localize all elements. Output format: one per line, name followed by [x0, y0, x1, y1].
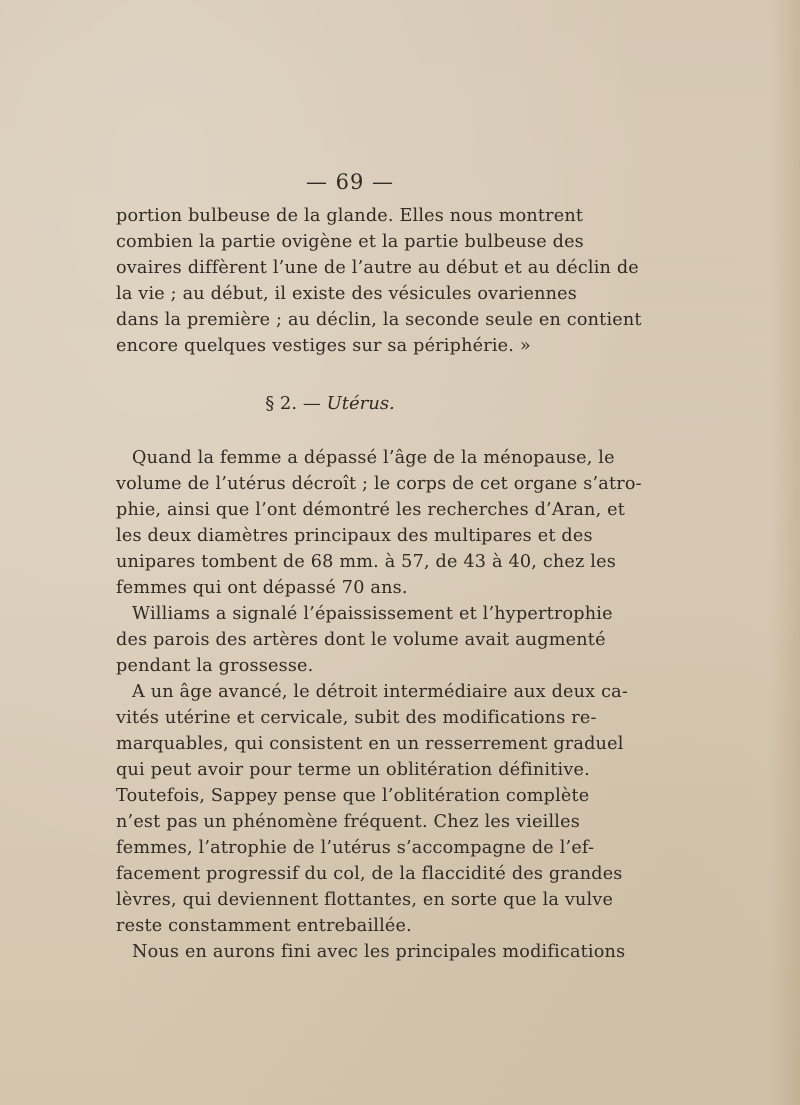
text-line: portion bulbeuse de la glande. Elles nous montrent	[116, 206, 584, 226]
section-title: Utérus.	[326, 393, 395, 414]
text-line: encore quelques vestiges sur sa périphérie. »	[116, 336, 531, 356]
text-line: les deux diamètres principaux des multipares et des	[116, 526, 593, 546]
text-line: la vie ; au début, il existe des vésicules ovariennes	[116, 284, 577, 304]
text-line: femmes, l’atrophie de l’utérus s’accompagne de l’ef-	[116, 838, 595, 858]
text-line: dans la première ; au déclin, la seconde seule en contient	[116, 310, 642, 330]
body-text	[116, 445, 642, 965]
text-line: marquables, qui consistent en un resserrement graduel	[116, 734, 624, 754]
section-number: § 2. —	[265, 393, 321, 414]
text-line: phie, ainsi que l’ont démontré les recherches d’Aran, et	[116, 500, 626, 520]
text-line: Toutefois, Sappey pense que l’oblitération complète	[116, 786, 590, 806]
text-line: facement progressif du col, de la flaccidité des grandes	[116, 864, 623, 884]
page-number: — 69 —	[305, 170, 395, 194]
text-line: Quand la femme a dépassé l’âge de la ménopause, le	[132, 448, 615, 468]
text-line: n’est pas un phénomène fréquent. Chez les vieilles	[116, 812, 580, 832]
text-line: ovaires diffèrent l’une de l’autre au début et au déclin de	[116, 258, 639, 278]
text-line: A un âge avancé, le détroit intermédiaire aux deux ca-	[132, 682, 628, 702]
text-line: qui peut avoir pour terme un oblitération définitive.	[116, 760, 590, 780]
text-line: lèvres, qui deviennent flottantes, en sorte que la vulve	[116, 890, 614, 910]
text-line: combien la partie ovigène et la partie bulbeuse des	[116, 232, 584, 252]
text-line: reste constamment entrebaillée.	[116, 916, 412, 936]
text-line: unipares tombent de 68 mm. à 57, de 43 à 40, chez les	[116, 552, 616, 572]
text-line: femmes qui ont dépassé 70 ans.	[116, 578, 408, 598]
text-line: vités utérine et cervicale, subit des modifications re-	[116, 708, 597, 728]
text-line: Williams a signalé l’épaississement et l’hypertrophie	[132, 604, 613, 624]
section-heading	[0, 393, 660, 414]
text-line: des parois des artères dont le volume avait augmenté	[116, 630, 606, 650]
text-line: Nous en aurons fini avec les principales modifications	[132, 942, 626, 962]
text-line: volume de l’utérus décroît ; le corps de cet organe s’atro-	[116, 474, 642, 494]
text-line: pendant la grossesse.	[116, 656, 314, 676]
intro-paragraph	[116, 203, 642, 359]
